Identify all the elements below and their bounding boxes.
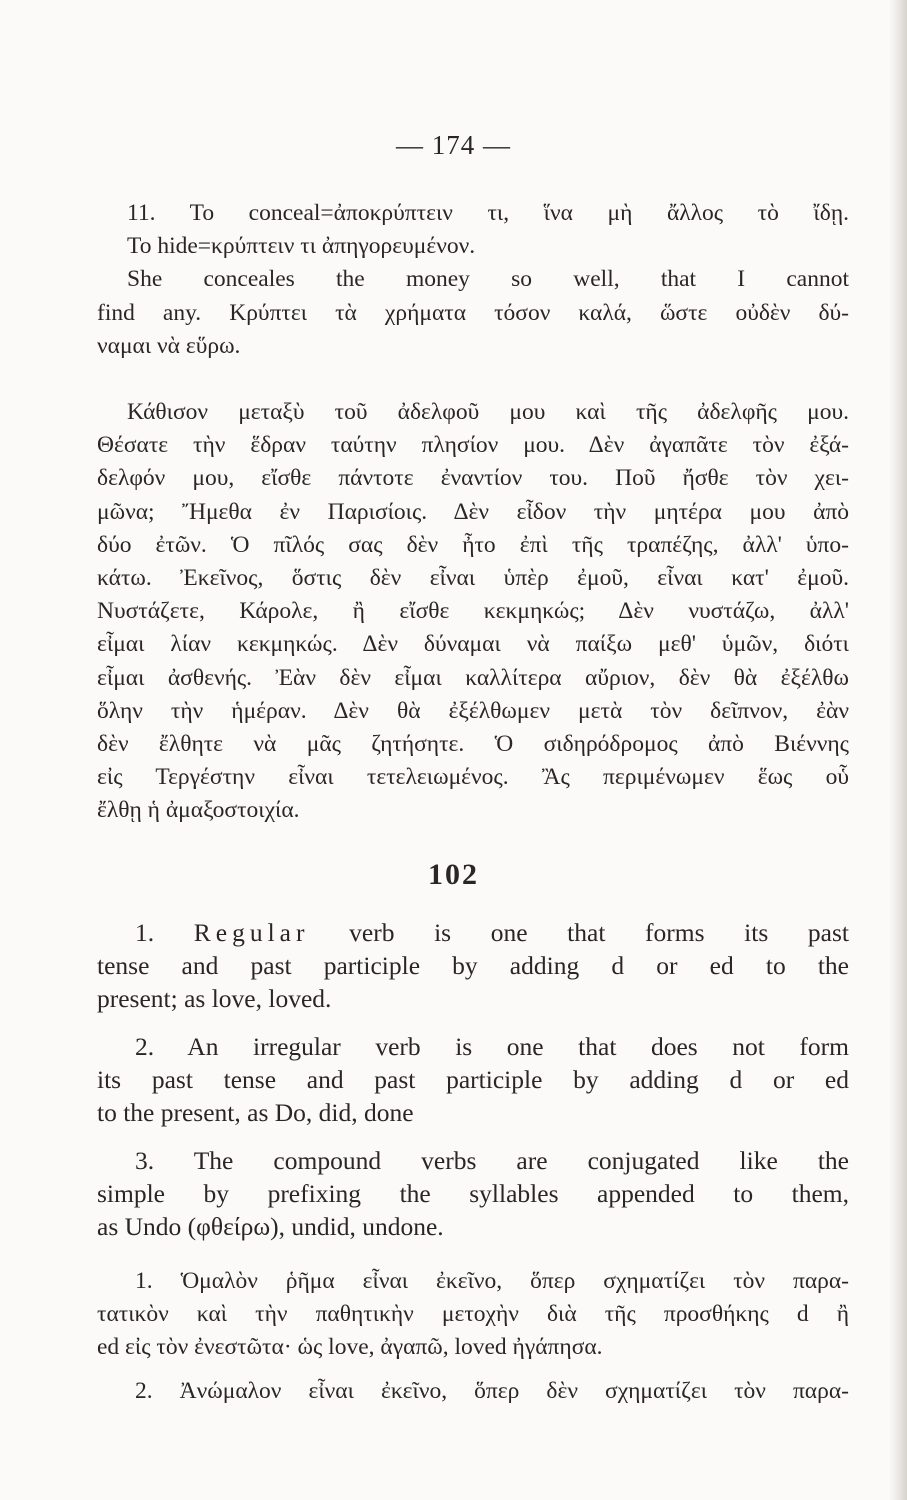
text-line: δύο ἐτῶν. Ὁ πῖλός σας δὲν ἦτο ἐπὶ τῆς τραπέζης, ἀλλ' ὑπο- [97,531,849,558]
text-line: κάτω. Ἐκεῖνος, ὅστις δὲν εἶναι ὑπὲρ ἐμοῦ, εἶναι κατ' ἐμοῦ. [97,564,849,591]
paragraph-compound-verbs [97,1144,849,1244]
text-line: εἶμαι ἀσθενής. Ἐὰν δὲν εἶμαι καλλίτερα αὔριον, δὲν θὰ ἐξέλθω [97,664,849,691]
text-line: ὅλην τὴν ἡμέραν. Δὲν θὰ ἐξέλθωμεν μετὰ τὸν δεῖπνον, ἐὰν [97,697,849,724]
text-line: Νυστάζετε, Κάρολε, ἢ εἴσθε κεκμηκώς; Δὲν νυστάζω, ἀλλ' [97,598,849,625]
text-line: find any. Κρύπτει τὰ χρήματα τόσον καλά, ὥστε οὐδὲν δύ- [97,299,849,326]
text-line: to the present, as Do, did, done [97,1098,414,1128]
text-line: 3. The compound verbs are conjugated like the [135,1146,849,1175]
text-line: δελφόν μου, εἴσθε πάντοτε ἐναντίον του. Ποῦ ἤσθε τὸν χει- [97,465,849,492]
text-line: δὲν ἔλθητε νὰ μᾶς ζητήσητε. Ὁ σιδηρόδρομος ἀπὸ Βιέννης [97,730,849,757]
text-line: μῶνα; Ἤμεθα ἐν Παρισίοις. Δὲν εἶδον τὴν μητέρα μου ἀπὸ [97,498,849,525]
text-line: Θέσατε τὴν ἕδραν ταύτην πλησίον μου. Δὲν ἀγαπᾶτε τὸν ἐξά- [97,432,849,459]
text-line [97,916,849,949]
section-heading: 102 [428,858,479,891]
paragraph-regular-verb [97,916,849,1016]
page-edge-shadow [889,0,907,1500]
text-line: 2. An irregular verb is one that does not form [135,1032,849,1061]
item-number: 1. [135,918,194,947]
text-line: tense and past participle by adding d or ed to the [97,951,849,981]
text-line: simple by prefixing the syllables appended to them, [97,1179,849,1209]
greek-paragraph-1 [97,1265,849,1365]
text-line: 1. Ὁμαλὸν ῥῆμα εἶναι ἐκεῖνο, ὅπερ σχηματίζει τὸν παρα- [135,1268,849,1294]
text-line: 2. Ἀνώμαλον εἶναι ἐκεῖνο, ὅπερ δὲν σχηματίζει τὸν παρα- [135,1378,849,1404]
text-line: She conceales the money so well, that I cannot [127,266,849,293]
greek-exercise-paragraph [97,396,849,827]
paragraph-item-11 [97,197,849,363]
text-line: To hide=κρύπτειν τι ἀπηγορευμένον. [127,233,476,260]
text-line: present; as love, loved. [97,984,332,1014]
text-line: its past tense and past participle by adding d or ed [97,1065,849,1095]
emphasized-term: Regular [193,918,310,947]
text-line: as Undo (φθείρω), undid, undone. [97,1212,444,1242]
text-line: Κάθισον μεταξὺ τοῦ ἀδελφοῦ μου καὶ τῆς ἀδελφῆς μου. [127,399,849,425]
text-line: ναμαι νὰ εὕρω. [97,332,241,359]
text-line: τατικὸν καὶ τὴν παθητικὴν μετοχὴν διὰ τῆς προσθήκης d ἢ [97,1301,849,1328]
text-line: εἶμαι λίαν κεκμηκώς. Δὲν δύναμαι νὰ παίξω μεθ' ὑμῶν, διότι [97,631,849,658]
text-line: ἔλθῃ ἡ ἀμαξοστοιχία. [97,797,300,824]
text-line: 11. To conceal=ἀποκρύπτειν τι, ἵνα μὴ ἄλλος τὸ ἴδῃ. [127,200,849,226]
line-rest: verb is one that forms its past [309,918,849,947]
text-line: εἰς Τεργέστην εἶναι τετελειωμένος. Ἂς περιμένωμεν ἕως οὗ [97,764,849,791]
page-number: — 174 — [396,130,511,160]
paragraph-irregular-verb [97,1030,849,1130]
greek-paragraph-2 [97,1375,849,1408]
text-line: ed εἰς τὸν ἐνεστῶτα· ὡς love, ἀγαπῶ, loved ἠγάπησα. [97,1334,603,1361]
